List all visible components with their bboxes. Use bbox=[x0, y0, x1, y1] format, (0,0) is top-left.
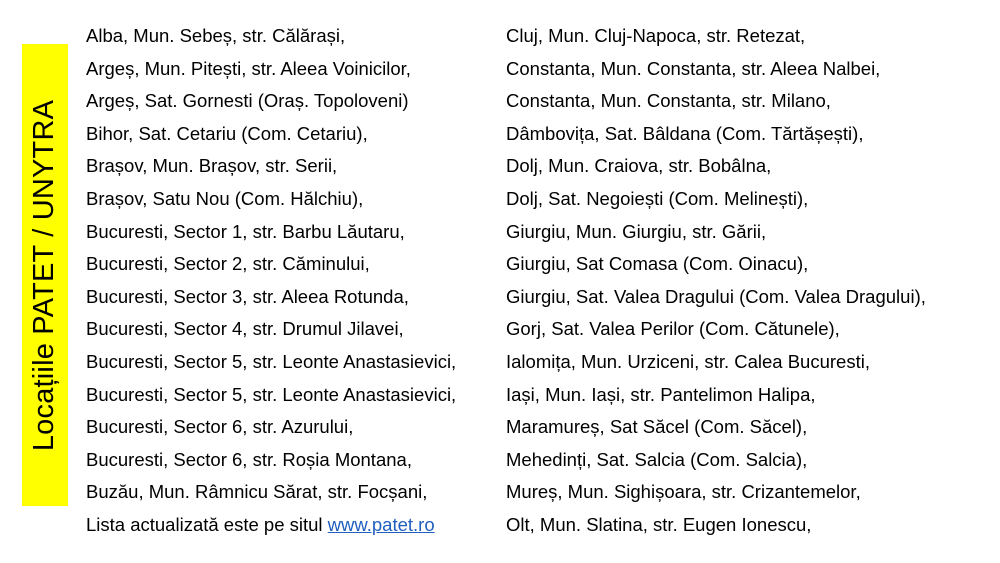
list-item: Iași, Mun. Iași, str. Pantelimon Halipa, bbox=[506, 383, 816, 405]
list-item: Dâmbovița, Sat. Bâldana (Com. Tărtășești), bbox=[506, 122, 864, 144]
list-item: Mureș, Mun. Sighișoara, str. Crizantemelor, bbox=[506, 481, 861, 503]
list-item: Bucuresti, Sector 5, str. Leonte Anastasievici, bbox=[86, 350, 457, 372]
list-item: Bucuresti, Sector 4, str. Drumul Jilavei, bbox=[86, 318, 404, 340]
list-item: Bucuresti, Sector 6, str. Azurului, bbox=[86, 416, 354, 438]
list-item: Ialomița, Mun. Urziceni, str. Calea Bucuresti, bbox=[506, 350, 870, 372]
list-item: Alba, Mun. Sebeș, str. Călărași, bbox=[86, 25, 346, 46]
list-item: Bucuresti, Sector 1, str. Barbu Lăutaru, bbox=[86, 220, 405, 242]
list-item: Olt, Mun. Slatina, str. Eugen Ionescu, bbox=[506, 513, 812, 535]
list-item: Gorj, Sat. Valea Perilor (Com. Cătunele), bbox=[506, 318, 840, 340]
list-item: Giurgiu, Sat. Valea Dragului (Com. Valea Dragului), bbox=[506, 285, 926, 307]
list-item: Bucuresti, Sector 2, str. Căminului, bbox=[86, 253, 370, 275]
footer-note-text: Lista actualizată este pe situl bbox=[86, 513, 328, 535]
vertical-title bbox=[22, 44, 68, 506]
list-item: Giurgiu, Sat Comasa (Com. Oinacu), bbox=[506, 253, 809, 275]
list-footer-note bbox=[86, 509, 486, 542]
patet-website-link[interactable]: www.patet.ro bbox=[327, 513, 435, 535]
list-item: Giurgiu, Mun. Giurgiu, str. Gării, bbox=[506, 220, 767, 242]
list-item: Buzău, Mun. Râmnicu Sărat, str. Focșani, bbox=[86, 481, 428, 503]
list-item: Constanta, Mun. Constanta, str. Milano, bbox=[506, 90, 831, 112]
location-list-right bbox=[506, 20, 984, 542]
list-item: Bucuresti, Sector 6, str. Roșia Montana, bbox=[86, 448, 412, 470]
list-item: Brașov, Mun. Brașov, str. Serii, bbox=[86, 155, 338, 177]
location-list-left bbox=[86, 20, 486, 542]
list-item: Bucuresti, Sector 3, str. Aleea Rotunda, bbox=[86, 285, 409, 307]
list-item: Dolj, Sat. Negoiești (Com. Melinești), bbox=[506, 187, 809, 209]
list-item: Cluj, Mun. Cluj-Napoca, str. Retezat, bbox=[506, 25, 806, 46]
page-title: Locațiile PATET / UNYTRA bbox=[28, 99, 61, 451]
list-item: Bucuresti, Sector 5, str. Leonte Anastasievici, bbox=[86, 383, 457, 405]
list-item: Argeș, Sat. Gornesti (Oraș. Topoloveni) bbox=[86, 90, 409, 112]
list-item: Constanta, Mun. Constanta, str. Aleea Nalbei, bbox=[506, 57, 881, 79]
list-item: Dolj, Mun. Craiova, str. Bobâlna, bbox=[506, 155, 772, 177]
list-item: Brașov, Satu Nou (Com. Hălchiu), bbox=[86, 187, 364, 209]
list-item: Mehedinți, Sat. Salcia (Com. Salcia), bbox=[506, 448, 808, 470]
list-item: Argeș, Mun. Pitești, str. Aleea Voinicilor, bbox=[86, 57, 411, 79]
list-item: Maramureș, Sat Săcel (Com. Săcel), bbox=[506, 416, 808, 438]
list-item: Bihor, Sat. Cetariu (Com. Cetariu), bbox=[86, 122, 368, 144]
